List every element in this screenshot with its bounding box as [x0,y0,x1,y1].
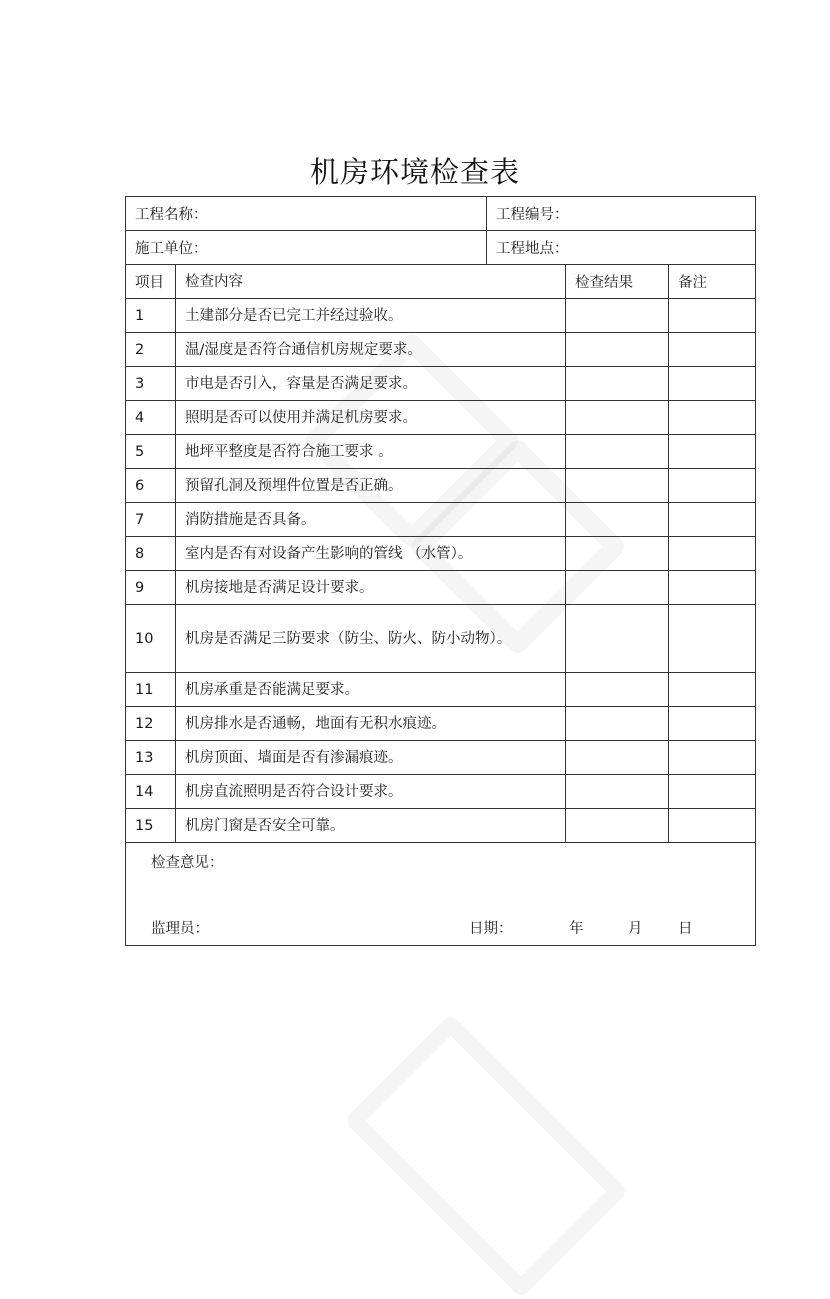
note-cell[interactable] [669,605,755,672]
month-label: 月 [628,921,643,937]
item-content: 机房排水是否通畅，地面有无积水痕迹。 [176,707,566,740]
item-content: 室内是否有对设备产生影响的管线 （水管）。 [176,537,566,570]
item-number: 10 [126,605,176,672]
item-number: 15 [126,809,176,842]
inspection-form [125,196,756,946]
note-cell[interactable] [669,299,755,332]
result-cell[interactable] [566,503,669,536]
note-cell[interactable] [669,401,755,434]
note-cell[interactable] [669,707,755,740]
result-cell[interactable] [566,605,669,672]
table-row [126,775,755,809]
note-cell[interactable] [669,367,755,400]
project-code-field[interactable] [487,197,755,230]
note-cell[interactable] [669,469,755,502]
note-cell[interactable] [669,333,755,366]
header-row-2 [126,231,755,265]
table-row [126,469,755,503]
opinion-label: 检查意见： [151,855,224,871]
item-content: 消防措施是否具备。 [176,503,566,536]
day-label: 日 [678,921,693,937]
column-header-row [126,265,755,299]
item-content: 土建部分是否已完工并经过验收。 [176,299,566,332]
result-cell[interactable] [566,333,669,366]
table-row [126,537,755,571]
table-row [126,809,755,843]
table-row [126,741,755,775]
note-cell[interactable] [669,537,755,570]
constructor-field[interactable] [126,231,487,264]
year-label: 年 [569,921,584,937]
note-cell[interactable] [669,775,755,808]
project-name-label: 工程名称： [135,207,208,223]
result-cell[interactable] [566,809,669,842]
item-content: 地坪平整度是否符合施工要求 。 [176,435,566,468]
result-cell[interactable] [566,741,669,774]
table-row [126,605,755,673]
table-row [126,401,755,435]
result-cell[interactable] [566,435,669,468]
table-row [126,299,755,333]
item-content: 照明是否可以使用并满足机房要求。 [176,401,566,434]
item-content: 机房顶面、墙面是否有渗漏痕迹。 [176,741,566,774]
item-content: 温/湿度是否符合通信机房规定要求。 [176,333,566,366]
result-cell[interactable] [566,775,669,808]
constructor-label: 施工单位： [135,241,208,257]
table-row [126,707,755,741]
item-number: 9 [126,571,176,604]
location-label: 工程地点： [496,241,569,257]
item-content: 机房承重是否能满足要求。 [176,673,566,706]
table-row [126,571,755,605]
item-number: 13 [126,741,176,774]
col-item-header: 项目 [126,265,176,298]
table-row [126,503,755,537]
note-cell[interactable] [669,809,755,842]
result-cell[interactable] [566,673,669,706]
item-content: 机房是否满足三防要求（防尘、防火、防小动物）。 [176,605,566,672]
note-cell[interactable] [669,741,755,774]
project-name-field[interactable] [126,197,487,230]
item-number: 8 [126,537,176,570]
item-number: 14 [126,775,176,808]
result-cell[interactable] [566,707,669,740]
supervisor-label: 监理员： [151,921,209,937]
item-content: 机房门窗是否安全可靠。 [176,809,566,842]
table-row [126,673,755,707]
result-cell[interactable] [566,367,669,400]
item-number: 5 [126,435,176,468]
project-code-label: 工程编号： [496,207,569,223]
col-result-header: 检查结果 [566,265,669,298]
item-number: 4 [126,401,176,434]
item-number: 12 [126,707,176,740]
table-row [126,333,755,367]
item-number: 3 [126,367,176,400]
item-content: 预留孔洞及预埋件位置是否正确。 [176,469,566,502]
page-title: 机房环境检查表 [309,155,520,189]
watermark-bottom [343,1013,629,1299]
item-number: 1 [126,299,176,332]
note-cell[interactable] [669,435,755,468]
table-row [126,435,755,469]
item-number: 7 [126,503,176,536]
note-cell[interactable] [669,503,755,536]
item-number: 2 [126,333,176,366]
result-cell[interactable] [566,469,669,502]
note-cell[interactable] [669,673,755,706]
header-row-1 [126,197,755,231]
result-cell[interactable] [566,537,669,570]
col-content-header: 检查内容 [176,265,566,298]
col-note-header: 备注 [678,275,707,291]
opinion-section[interactable] [126,843,755,945]
note-cell[interactable] [669,571,755,604]
item-content: 市电是否引入，容量是否满足要求。 [176,367,566,400]
item-number: 11 [126,673,176,706]
item-content: 机房接地是否满足设计要求。 [176,571,566,604]
item-content: 机房直流照明是否符合设计要求。 [176,775,566,808]
date-label: 日期： [469,921,513,937]
item-number: 6 [126,469,176,502]
result-cell[interactable] [566,401,669,434]
location-field[interactable] [487,231,755,264]
result-cell[interactable] [566,571,669,604]
table-row [126,367,755,401]
result-cell[interactable] [566,299,669,332]
